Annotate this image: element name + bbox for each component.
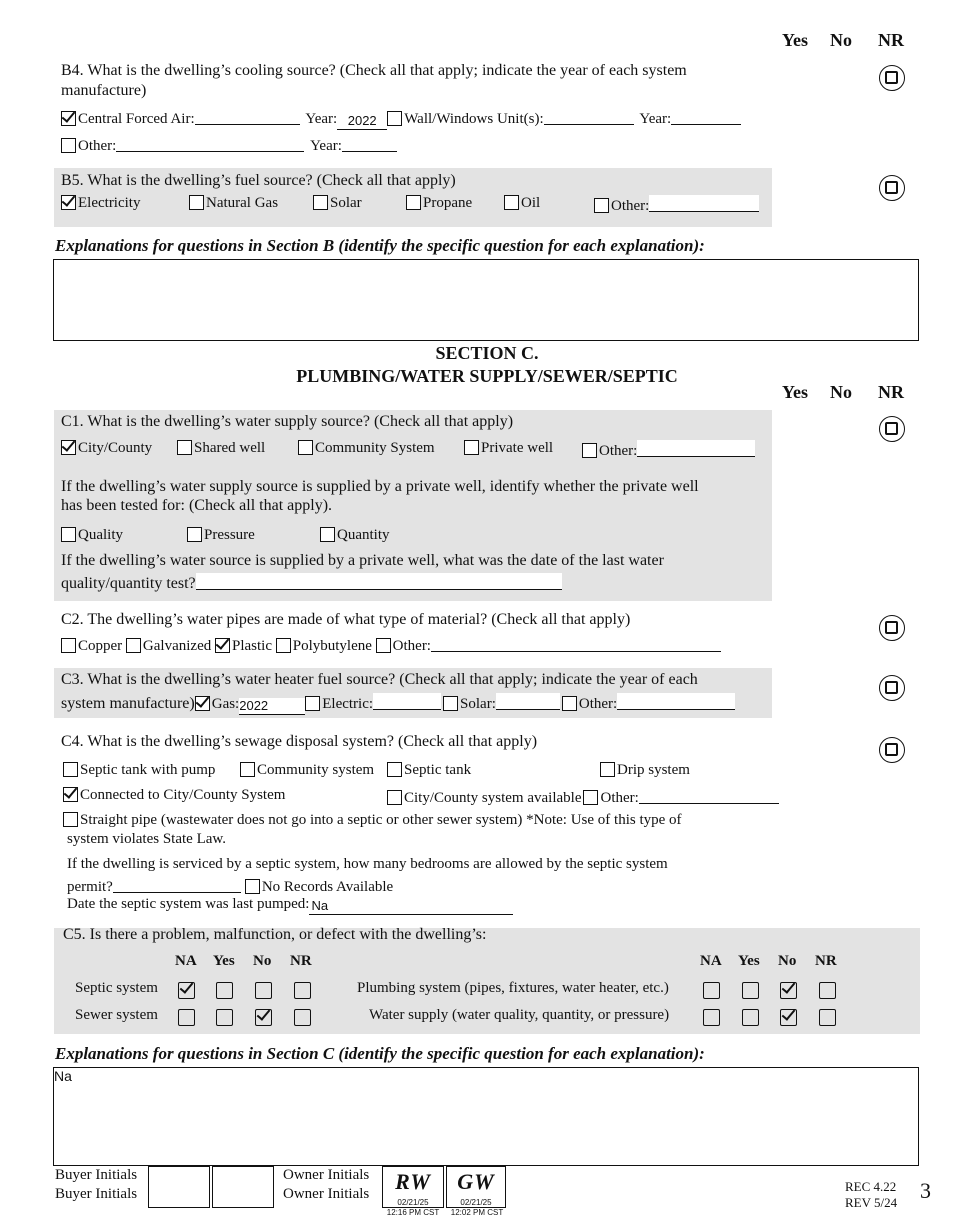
c1-private-checkbox[interactable] — [464, 440, 479, 455]
b5-option-propane — [406, 195, 472, 212]
c5-septic-na-checkbox[interactable] — [178, 982, 195, 999]
b4-central-checkbox[interactable] — [61, 111, 76, 126]
c5-plumbing-yes-checkbox[interactable] — [742, 982, 759, 999]
b4-wall-label: Wall/Windows Unit(s): — [404, 111, 544, 127]
c5-left-header-na: NA — [175, 953, 197, 969]
owner-initials-label-2: Owner Initials — [283, 1186, 370, 1202]
c1-question: C1. What is the dwelling’s water supply source? (Check all that apply) — [61, 413, 514, 430]
c5-septic-label: Septic system — [75, 980, 158, 996]
c5-right-header-na: NA — [700, 953, 722, 969]
c1-date-text-cont — [61, 573, 562, 593]
b4-other-year[interactable] — [342, 135, 397, 152]
b5-oil-label: Oil — [521, 195, 541, 211]
b4-other-checkbox[interactable] — [61, 138, 76, 153]
c2-other-label: Other: — [392, 638, 431, 654]
b5-option-electricity — [61, 195, 140, 212]
col-nr-header: NR — [878, 30, 904, 50]
c3-other-blank[interactable] — [617, 693, 735, 710]
c4-straight-checkbox[interactable] — [63, 812, 78, 827]
c2-galvanized-checkbox[interactable] — [126, 638, 141, 653]
c5-water-no-checkbox[interactable] — [780, 1009, 797, 1026]
c4-permit-label: permit? — [67, 879, 113, 895]
b4-wall-year[interactable] — [671, 108, 741, 125]
c1-test-quantity — [320, 527, 390, 544]
b4-central-label: Central Forced Air: — [78, 111, 195, 127]
c5-septic-nr-checkbox[interactable] — [294, 982, 311, 999]
section-c-explanation-label: Explanations for questions in Section C (identify the specific question for each explanation): — [55, 1044, 705, 1063]
owner-initials-label-1: Owner Initials — [283, 1167, 370, 1183]
c1-option-city — [61, 440, 152, 457]
b4-wall-checkbox[interactable] — [387, 111, 402, 126]
c4-septic-tank-label: Septic tank — [404, 762, 472, 778]
b5-propane-checkbox[interactable] — [406, 195, 421, 210]
c4-available-checkbox[interactable] — [387, 790, 402, 805]
c1-shared-label: Shared well — [194, 440, 266, 456]
c4-available-label: City/County system available — [404, 790, 582, 806]
c2-copper-label: Copper — [78, 638, 123, 654]
b5-solar-checkbox[interactable] — [313, 195, 328, 210]
c1-shared-checkbox[interactable] — [177, 440, 192, 455]
c4-straight-cont: system violates State Law. — [67, 831, 226, 847]
page-number: 3 — [920, 1178, 931, 1203]
b5-option-oil — [504, 195, 540, 212]
b5-electricity-checkbox[interactable] — [61, 195, 76, 210]
c1-option-community — [298, 440, 435, 457]
c4-option-straight — [63, 812, 682, 829]
c3-gas-label: Gas: — [211, 696, 240, 712]
c3-nr-checkbox[interactable] — [879, 675, 905, 701]
c2-plastic-checkbox[interactable] — [215, 638, 230, 653]
col-no-header: No — [830, 30, 852, 50]
c4-option-septic-tank — [387, 762, 471, 779]
c1-pressure-checkbox[interactable] — [187, 527, 202, 542]
c5-question: C5. Is there a problem, malfunction, or defect with the dwelling’s: — [63, 926, 487, 943]
c4-pumped-row — [67, 896, 513, 915]
c5-water-nr-checkbox[interactable] — [819, 1009, 836, 1026]
section-c-subtitle: PLUMBING/WATER SUPPLY/SEWER/SEPTIC — [296, 366, 678, 386]
b5-question: B5. What is the dwelling’s fuel source? (Check all that apply) — [61, 172, 456, 189]
b4-row2 — [61, 135, 397, 155]
c4-community-checkbox[interactable] — [240, 762, 255, 777]
c2-galvanized-label: Galvanized — [142, 638, 212, 654]
b5-other-label: Other: — [611, 198, 650, 214]
form-number: REC 4.22 — [845, 1179, 897, 1194]
c2-copper-checkbox[interactable] — [61, 638, 76, 653]
b5-nr-checkbox[interactable] — [879, 175, 905, 201]
c4-option-connected — [63, 787, 285, 804]
c5-plumbing-na-checkbox[interactable] — [703, 982, 720, 999]
b4-central-blank[interactable] — [195, 108, 300, 125]
c5-plumbing-nr-checkbox[interactable] — [819, 982, 836, 999]
c1-well-text-cont: has been tested for: (Check all that apply). — [61, 497, 333, 514]
c5-sewer-label: Sewer system — [75, 1007, 158, 1023]
b4-year-label: Year: — [305, 111, 338, 127]
c1-test-pressure — [187, 527, 255, 544]
c4-pumped-value[interactable]: Na — [309, 898, 513, 915]
c5-sewer-nr-checkbox[interactable] — [294, 1009, 311, 1026]
c4-drip-checkbox[interactable] — [600, 762, 615, 777]
section-c-explanation-box[interactable] — [53, 1067, 919, 1166]
c4-septic-pump-label: Septic tank with pump — [80, 762, 216, 778]
c4-option-drip — [600, 762, 690, 779]
c4-option-available — [387, 787, 779, 807]
c1-other-label: Other: — [599, 443, 638, 459]
c3-gas-year[interactable]: 2022 — [239, 698, 305, 715]
section-c-title: SECTION C. — [435, 343, 539, 363]
b5-option-natural-gas — [189, 195, 278, 212]
b4-other-blank[interactable] — [116, 135, 304, 152]
c5-septic-yes-checkbox[interactable] — [216, 982, 233, 999]
owner-initials-box-1[interactable] — [382, 1166, 444, 1208]
c5-left-header-no: No — [253, 953, 272, 969]
c1-community-label: Community System — [315, 440, 435, 456]
c4-connected-checkbox[interactable] — [63, 787, 78, 802]
c5-right-header-yes: Yes — [738, 953, 760, 969]
c1-well-text: If the dwelling’s water supply source is supplied by a private well, identify whether the private well — [61, 478, 699, 495]
owner-initials-box-2[interactable] — [446, 1166, 506, 1208]
c3-solar-label: Solar: — [460, 696, 496, 712]
owner-signature-1-time: 12:16 PM CST — [386, 1208, 440, 1217]
c5-left-header-yes: Yes — [213, 953, 235, 969]
b4-other-label: Other: — [78, 138, 117, 154]
c5-plumbing-no-checkbox[interactable] — [780, 982, 797, 999]
c4-nr-checkbox[interactable] — [879, 737, 905, 763]
c5-water-supply-label: Water supply (water quality, quantity, or pressure) — [369, 1007, 670, 1023]
b4-question-cont: manufacture) — [61, 82, 147, 99]
c3-electric-label: Electric: — [322, 696, 374, 712]
c3-gas-checkbox[interactable] — [195, 696, 210, 711]
c4-connected-label: Connected to City/County System — [80, 787, 286, 803]
b4-row1 — [61, 108, 741, 130]
c2-polybutylene-label: Polybutylene — [292, 638, 372, 654]
c4-community-label: Community system — [257, 762, 375, 778]
buyer-initials-label-2: Buyer Initials — [55, 1186, 138, 1202]
c5-sewer-na-checkbox[interactable] — [178, 1009, 195, 1026]
c4-septic-pump-checkbox[interactable] — [63, 762, 78, 777]
c1-date-label: quality/quantity test? — [61, 575, 196, 592]
c1-option-other — [582, 440, 755, 460]
c1-test-quality — [61, 527, 123, 544]
c2-options — [61, 635, 721, 655]
c1-quality-checkbox[interactable] — [61, 527, 76, 542]
b5-electricity-label: Electricity — [78, 195, 141, 211]
owner-signature-1-date: 02/21/25 — [397, 1198, 429, 1207]
buyer-initials-box-1[interactable] — [148, 1166, 210, 1208]
owner-signature-2: GW — [457, 1169, 495, 1194]
c5-septic-no-checkbox[interactable] — [255, 982, 272, 999]
c4-drip-label: Drip system — [617, 762, 690, 778]
c3-question: C3. What is the dwelling’s water heater fuel source? (Check all that apply; indicate the year of each — [61, 671, 698, 688]
c1-private-label: Private well — [481, 440, 554, 456]
b4-wall-year-label: Year: — [639, 111, 672, 127]
col-yes-header-2: Yes — [782, 382, 808, 402]
b5-propane-label: Propane — [423, 195, 473, 211]
c4-bedrooms-row — [67, 876, 393, 896]
b4-central-year[interactable]: 2022 — [337, 113, 387, 130]
c4-option-septic-pump — [63, 762, 215, 779]
b5-natural-gas-label: Natural Gas — [206, 195, 279, 211]
owner-signature-2-date: 02/21/25 — [460, 1198, 492, 1207]
b4-question: B4. What is the dwelling’s cooling source? (Check all that apply; indicate the year of each system — [61, 62, 687, 79]
section-b-explanation-box[interactable] — [53, 259, 919, 341]
c3-other-checkbox[interactable] — [562, 696, 577, 711]
b5-option-solar — [313, 195, 362, 212]
c1-city-checkbox[interactable] — [61, 440, 76, 455]
c4-no-records-label: No Records Available — [261, 879, 394, 895]
c5-left-header-nr: NR — [290, 953, 312, 969]
c1-quality-label: Quality — [78, 527, 123, 543]
col-yes-header: Yes — [782, 30, 808, 50]
section-b-explanation-label: Explanations for questions in Section B (identify the specific question for each explanation): — [55, 236, 705, 255]
c2-nr-checkbox[interactable] — [879, 615, 905, 641]
b4-nr-checkbox[interactable] — [879, 65, 905, 91]
c3-other-label: Other: — [578, 696, 618, 712]
c5-water-yes-checkbox[interactable] — [742, 1009, 759, 1026]
c3-electric-checkbox[interactable] — [305, 696, 320, 711]
col-no-header-2: No — [830, 382, 852, 402]
c1-date-blank[interactable] — [196, 573, 562, 590]
c1-option-private — [464, 440, 553, 457]
b5-other-blank[interactable] — [649, 195, 759, 212]
c3-options — [61, 693, 735, 715]
c4-other-blank[interactable] — [639, 787, 779, 804]
b4-wall-blank[interactable] — [544, 108, 634, 125]
c1-pressure-label: Pressure — [204, 527, 255, 543]
c5-plumbing-label: Plumbing system (pipes, fixtures, water heater, etc.) — [357, 980, 669, 996]
c2-other-blank[interactable] — [431, 635, 721, 652]
form-revision: REV 5/24 — [845, 1195, 898, 1210]
c4-no-records-checkbox[interactable] — [245, 879, 260, 894]
c2-plastic-label: Plastic — [231, 638, 272, 654]
c5-sewer-no-checkbox[interactable] — [255, 1009, 272, 1026]
owner-signature-1: RW — [395, 1169, 431, 1194]
b5-solar-label: Solar — [330, 195, 362, 211]
c4-pumped-label: Date the septic system was last pumped: — [67, 896, 310, 912]
c1-community-checkbox[interactable] — [298, 440, 313, 455]
c3-solar-blank[interactable] — [496, 693, 560, 710]
b4-other-year-label: Year: — [310, 138, 342, 154]
c4-septic-tank-checkbox[interactable] — [387, 762, 402, 777]
owner-signature-2-time: 12:02 PM CST — [450, 1208, 504, 1217]
c5-sewer-yes-checkbox[interactable] — [216, 1009, 233, 1026]
c1-quantity-label: Quantity — [337, 527, 390, 543]
c4-question: C4. What is the dwelling’s sewage disposal system? (Check all that apply) — [61, 733, 538, 750]
c1-city-label: City/County — [78, 440, 153, 456]
c1-other-blank[interactable] — [637, 440, 755, 457]
buyer-initials-label-1: Buyer Initials — [55, 1167, 138, 1183]
c1-nr-checkbox[interactable] — [879, 416, 905, 442]
c3-electric-blank[interactable] — [373, 693, 441, 710]
c2-other-checkbox[interactable] — [376, 638, 391, 653]
c4-straight-label: Straight pipe (wastewater does not go into a septic or other sewer system) *Note: Use of this type of — [80, 812, 682, 828]
b5-other-checkbox[interactable] — [594, 198, 609, 213]
b5-option-other — [594, 195, 759, 215]
c2-question: C2. The dwelling’s water pipes are made of what type of material? (Check all that apply) — [61, 611, 631, 628]
c4-other-checkbox[interactable] — [583, 790, 598, 805]
section-c-explanation-text: Na — [54, 1068, 72, 1084]
c1-other-checkbox[interactable] — [582, 443, 597, 458]
c3-solar-checkbox[interactable] — [443, 696, 458, 711]
buyer-initials-box-2[interactable] — [212, 1166, 274, 1208]
c2-polybutylene-checkbox[interactable] — [276, 638, 291, 653]
b5-oil-checkbox[interactable] — [504, 195, 519, 210]
c4-other-label: Other: — [600, 790, 639, 806]
c5-water-na-checkbox[interactable] — [703, 1009, 720, 1026]
c3-prefix: system manufacture) — [61, 695, 195, 712]
c4-option-community — [240, 762, 374, 779]
c5-right-header-nr: NR — [815, 953, 837, 969]
c1-date-text: If the dwelling’s water source is supplied by a private well, what was the date of the last water — [61, 552, 664, 569]
c5-right-header-no: No — [778, 953, 797, 969]
b5-natural-gas-checkbox[interactable] — [189, 195, 204, 210]
c1-quantity-checkbox[interactable] — [320, 527, 335, 542]
c4-bedrooms-text: If the dwelling is serviced by a septic system, how many bedrooms are allowed by the septic system — [67, 856, 668, 872]
c1-option-shared — [177, 440, 265, 457]
c4-permit-blank[interactable] — [113, 876, 241, 893]
col-nr-header-2: NR — [878, 382, 904, 402]
